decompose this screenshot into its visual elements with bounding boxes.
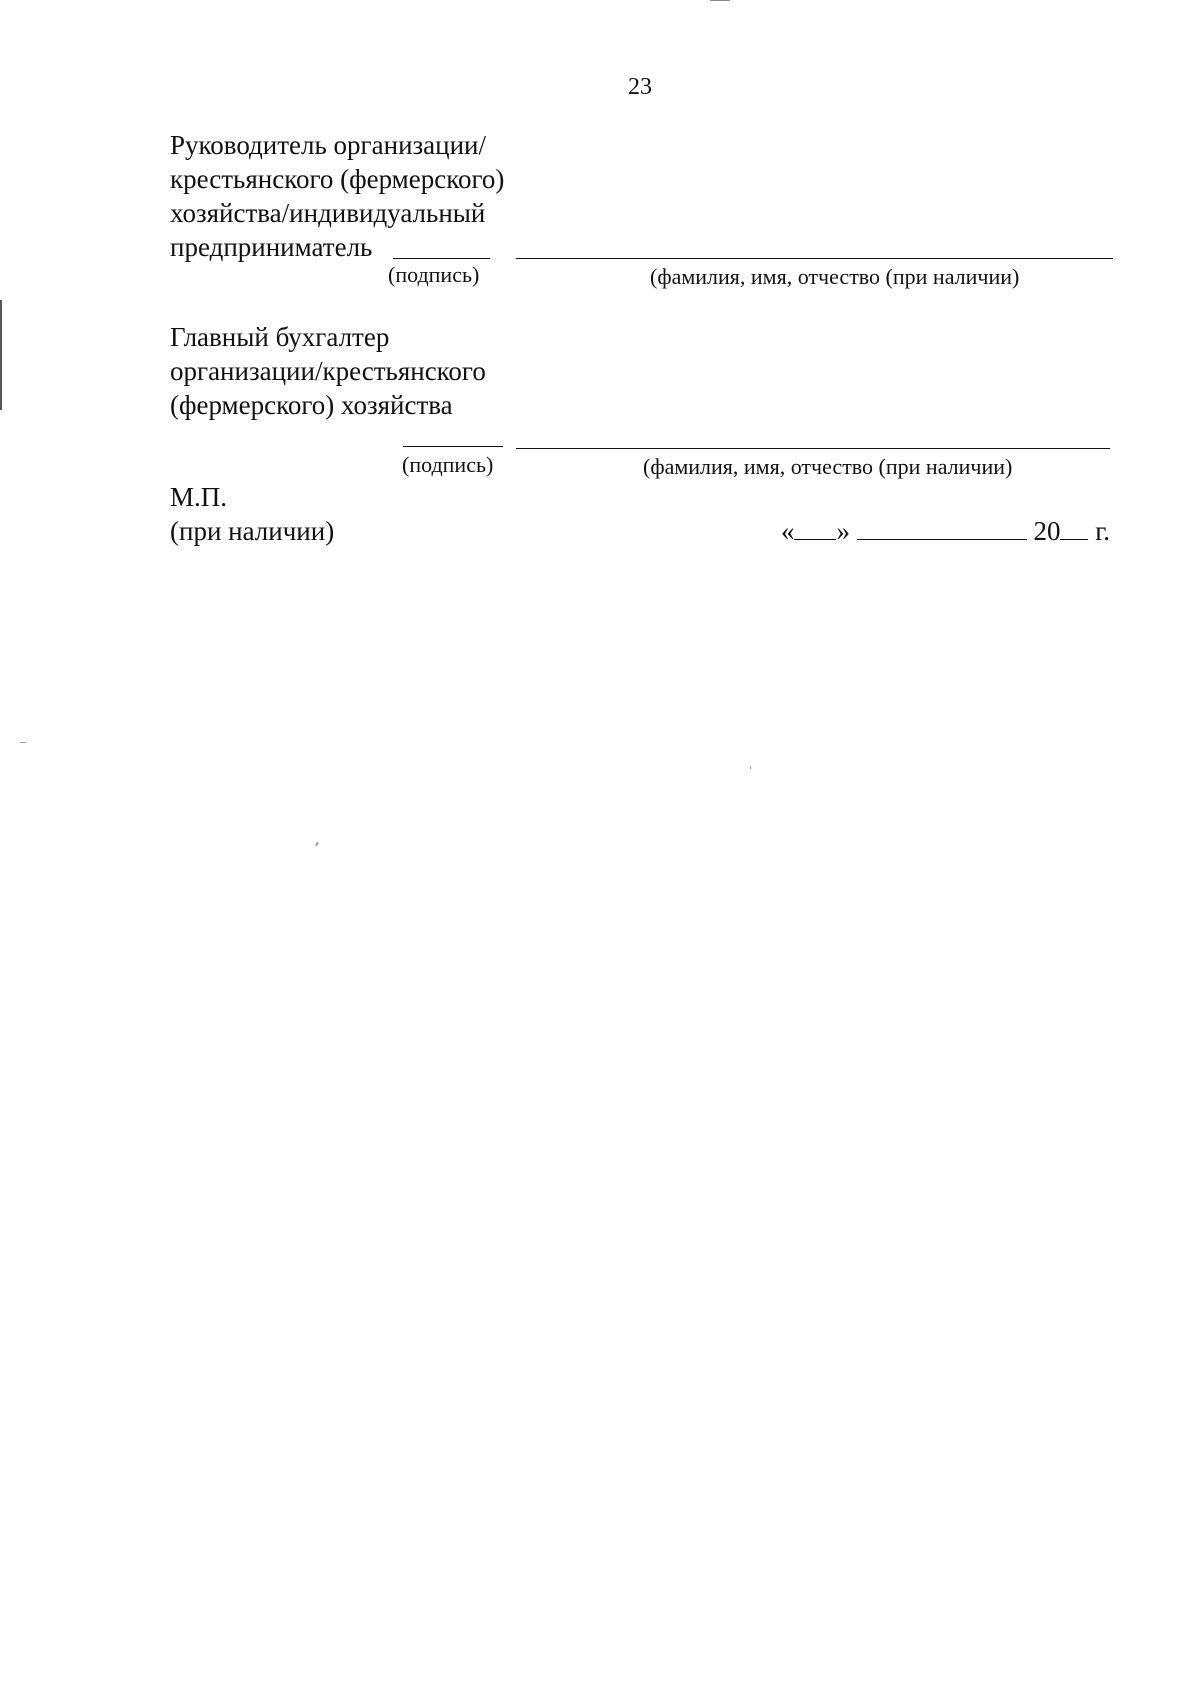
scan-speck <box>315 842 319 846</box>
head-name-caption: (фамилия, имя, отчество (при наличии) <box>650 264 1020 289</box>
stamp-note: (при наличии) <box>170 516 335 546</box>
head-title-line: предприниматель <box>170 232 373 262</box>
head-name-line <box>516 258 1113 259</box>
accountant-title-line: Главный бухгалтер <box>170 322 390 352</box>
date-close-quote: » <box>836 516 850 546</box>
head-title-line: крестьянского (фермерского) <box>170 164 505 194</box>
accountant-name-line <box>516 448 1110 449</box>
head-title-line: Руководитель организации/ <box>170 130 487 160</box>
stamp-block <box>170 480 334 548</box>
page-number: 23 <box>628 74 652 100</box>
scan-artifact-left-edge <box>0 300 2 410</box>
accountant-title-line: (фермерского) хозяйства <box>170 390 453 420</box>
accountant-signature-caption: (подпись) <box>402 452 494 477</box>
head-signature-caption: (подпись) <box>388 262 480 287</box>
day-blank <box>794 515 836 540</box>
date-line <box>781 515 1110 547</box>
scan-artifact-top <box>710 0 730 1</box>
scan-speck <box>750 766 751 769</box>
year-blank <box>1060 515 1088 540</box>
stamp-label: М.П. <box>170 482 228 512</box>
scan-speck <box>20 742 26 743</box>
date-open-quote: « <box>780 516 795 546</box>
year-prefix: 20 <box>1033 516 1061 546</box>
accountant-name-caption: (фамилия, имя, отчество (при наличии) <box>643 454 1013 479</box>
accountant-signature-line <box>403 446 503 447</box>
month-blank <box>857 515 1027 540</box>
head-signature-line <box>393 258 490 259</box>
accountant-title <box>170 320 486 422</box>
year-suffix: г. <box>1095 516 1110 546</box>
accountant-title-line: организации/крестьянского <box>170 356 486 386</box>
head-title <box>170 128 504 264</box>
head-title-line: хозяйства/индивидуальный <box>170 198 486 228</box>
